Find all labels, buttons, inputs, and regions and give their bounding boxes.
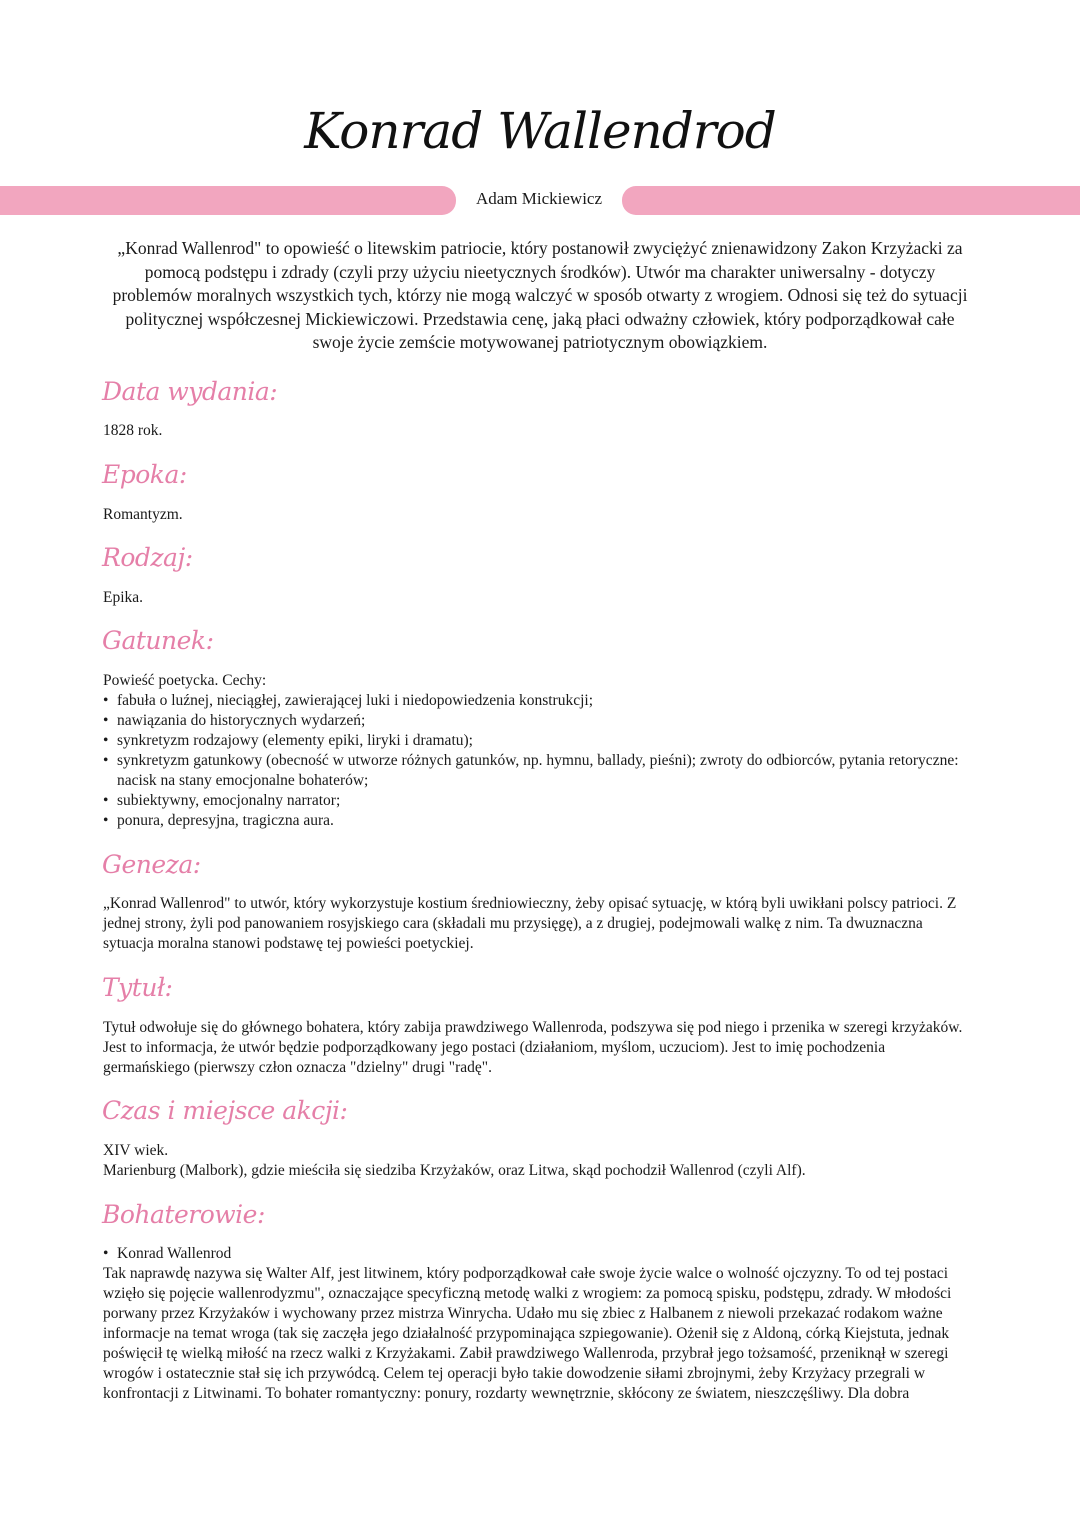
data-wydania-text: 1828 rok. — [103, 422, 163, 439]
list-item: • subiektywny, emocjonalny narrator; — [103, 791, 963, 811]
gatunek-text: Powieść poetycka. Cechy: — [103, 672, 267, 689]
tytul-text: Tytuł odwołuje się do głównego bohatera, który zabija prawdziwego Wallenroda, podszywa się pod niego i przenika w szeregi krzyżaków. Jest to informacja, że utwór będzie podporządkowany jego postaci (działaniom, myślom, uczuciom). Jest to imię pochodzenia germańskiego (pierwszy człon oznacza "dzielny" drugi "radę". — [103, 1019, 963, 1076]
header-band-left — [0, 186, 456, 215]
rodzaj-text: Epika. — [103, 589, 144, 606]
list-item: • nawiązania do historycznych wydarzeń; — [103, 711, 963, 731]
list-item: • Konrad Wallenrod — [103, 1244, 978, 1264]
author: Adam Mickiewicz — [475, 189, 603, 208]
heading-bohaterowie: Bohaterowie: — [102, 1200, 265, 1229]
miejsce-text: Marienburg (Malbork), gdzie mieściła się siedziba Krzyżaków, oraz Litwa, skąd pochodził Wallenrod (czyli Alf). — [103, 1162, 806, 1179]
heading-geneza: Geneza: — [102, 850, 201, 879]
gatunek-features-list — [103, 691, 963, 831]
epoka-text: Romantyzm. — [103, 506, 183, 523]
list-item: • ponura, depresyjna, tragiczna aura. — [103, 811, 963, 831]
document-title: Konrad Wallendrod — [304, 102, 776, 160]
geneza-text: „Konrad Wallenrod" to utwór, który wykorzystuje kostium średniowieczny, żeby opisać sytuację, w którą byli uwikłani polscy patrioci. Z jednej strony, żyli pod panowaniem rosyjskiego cara (składali mu przysięgę), a z drugiej, podejmowali walkę z nim. Ta dwuznaczna sytuacja moralna stanowi podstawę tej powieści poetyckiej. — [103, 895, 957, 952]
heading-epoka: Epoka: — [102, 460, 187, 489]
heading-rodzaj: Rodzaj: — [102, 543, 193, 572]
czas-block — [103, 1141, 983, 1181]
heading-tytul: Tytuł: — [102, 973, 173, 1002]
czas-text: XIV wiek. — [103, 1142, 169, 1159]
heading-czas-i-miejsce: Czas i miejsce akcji: — [102, 1096, 348, 1125]
bohaterowie-text: Tak naprawdę nazywa się Walter Alf, jest litwinem, który podporządkował całe swoje życie walce o wolność ojczyzny. To od tej postaci wzięło się pojęcie wallenrodyzmu", oznaczające specyficzną metodę walki z wrogiem: za pomocą spisku, podstępu, zdrady. W młodości porwany przez Krzyżaków i wychowany przez mistrza Winrycha. Udało mu się zbiec z Halbanem z niewoli przekazać rodakom ważne informacje na temat wroga (tak się zaczęła jego działalność przypominająca szpiegowanie). Ożenił się z Aldoną, córką Kiejstuta, jednak poświęcił tę wielką miłość na rzecz walki z Krzyżakami. Zabił prawdziwego Wallenroda, przybrał jego tożsamość, przeniknął w szeregi wrogów i ostatecznie stał się ich przywódcą. Celem tej operacji było takie dowodzenie siłami zbrojnymi, żeby Krzyżacy przegrali w konfrontacji z Litwinami. To bohater romantyczny: ponury, rozdarty wewnętrznie, skłócony ze światem, nieszczęśliwy. Dla dobra — [103, 1265, 952, 1402]
list-item: • fabuła o luźnej, nieciągłej, zawierającej luki i niedopowiedzenia konstrukcji; — [103, 691, 963, 711]
gatunek-block — [103, 671, 963, 831]
header-band-right — [622, 186, 1080, 215]
list-item: • synkretyzm gatunkowy (obecność w utworze różnych gatunków, np. hymnu, ballady, pieśni); zwroty do odbiorców, pytania retoryczne: nacisk na stany emocjonalne bohaterów; — [103, 751, 963, 791]
list-item: • synkretyzm rodzajowy (elementy epiki, liryki i dramatu); — [103, 731, 963, 751]
bohaterowie-block — [103, 1244, 978, 1404]
heading-gatunek: Gatunek: — [102, 626, 214, 655]
intro-paragraph: „Konrad Wallenrod" to opowieść o litewskim patriocie, który postanowił zwyciężyć znienawidzony Zakon Krzyżacki za pomocą podstępu i zdrady (czyli przy użyciu nieetycznych środków). Utwór ma charakter uniwersalny - dotyczy problemów moralnych wszystkich tych, którzy nie mogą walczyć w sposób otwarty z wrogiem. Odnosi się też do sytuacji politycznej współczesnej Mickiewiczowi. Przedstawia cenę, jaką płaci odważny człowiek, który podporządkował całe swoje życie zemście motywowanej patriotycznym obowiązkiem. — [112, 238, 968, 353]
heading-data-wydania: Data wydania: — [102, 377, 278, 406]
